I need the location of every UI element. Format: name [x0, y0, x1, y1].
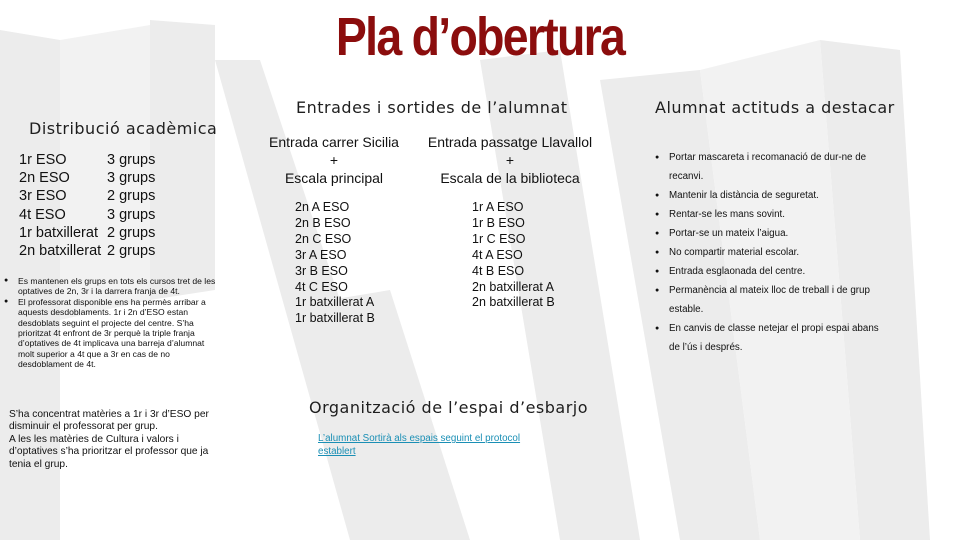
entrance-line: Escala principal — [284, 170, 384, 186]
concentrat-line: S’ha concentrat matèries a 1r i 3r d’ESO per disminuir el professorat per grup. — [9, 409, 209, 433]
grade-level: 1r batxillerat — [19, 224, 98, 241]
academic-notes — [4, 276, 222, 370]
page-title: Pla d’obertura — [335, 7, 625, 67]
grades-list — [19, 151, 155, 260]
attitudes-heading: Alumnat actituds a destacar — [655, 98, 895, 117]
list-item: ● Entrada esglaonada del centre. — [655, 262, 885, 281]
list-item: 2n batxillerat A — [472, 279, 554, 294]
entrance-line: Entrada carrer Sicilia — [269, 134, 399, 150]
concentrat-note — [9, 409, 229, 471]
grade-groups: 3 grups — [107, 152, 156, 168]
list-item: 1r A ESO — [472, 200, 524, 214]
list-item: 1r batxillerat B — [295, 311, 375, 326]
plus-sign: + — [505, 152, 515, 168]
plus-sign: + — [329, 152, 339, 168]
grade-row — [19, 169, 155, 187]
classes-right — [472, 200, 555, 311]
grade-level: 2n ESO — [19, 170, 70, 187]
grade-row — [19, 187, 155, 205]
concentrat-line: A les les matèries de Cultura i valors i d’optatives s’ha prioritzar el professor que ja tenia el grup. — [9, 433, 209, 470]
entrance-line: Escala de la biblioteca — [440, 170, 580, 186]
grade-level: 4t ESO — [19, 206, 66, 223]
grade-row — [19, 224, 155, 242]
entrance-line: Entrada passatge Llavallol — [427, 134, 593, 150]
entrance-right — [420, 133, 600, 187]
classes-left — [295, 200, 375, 327]
list-item: 2n batxillerat B — [472, 295, 555, 310]
list-item: 2n C ESO — [295, 231, 352, 246]
grade-level: 2n batxillerat — [19, 243, 102, 260]
grade-groups: 3 grups — [107, 206, 156, 223]
list-item: 1r B ESO — [472, 215, 525, 230]
grade-level: 3r ESO — [19, 188, 67, 205]
list-item: ● Permanència al mateix lloc de treball i de grup estable. — [655, 281, 885, 319]
grade-row — [19, 151, 155, 169]
esbarjo-heading: Organització de l’espai d’esbarjo — [309, 398, 589, 417]
esbarjo-protocol-link[interactable]: L’alumnat Sortirà als espais seguint el protocol establert — [318, 433, 521, 457]
grade-groups: 2 grups — [107, 188, 156, 205]
list-item: 4t C ESO — [295, 279, 348, 294]
list-item: ● No compartir material escolar. — [655, 243, 885, 262]
list-item: 3r A ESO — [295, 247, 347, 262]
grade-groups: 2 grups — [107, 243, 156, 260]
list-item: 2n A ESO — [295, 200, 350, 214]
list-item: 4t A ESO — [472, 247, 523, 262]
grade-groups: 2 grups — [107, 224, 156, 241]
list-item: 1r batxillerat A — [295, 295, 375, 310]
list-item: ● El professorat disponible ens ha permès arribar a aquests desdoblaments. 1r i 2n d’ESO estan desdoblats seguint el projecte del centre. S’ha prioritzat 4t enfront de 3r perquè la triple franja d’optatives de 4t implicava una barreja d’alumnat molt superior a 4t que a 3r en cas de no desdoblament de 4t. — [4, 297, 222, 370]
list-item: ● Es mantenen els grups en tots els cursos tret de les optatives de 2n, 3r i la darrera franja de 4t. — [4, 276, 222, 297]
list-item: 3r B ESO — [295, 263, 348, 278]
grade-row — [19, 206, 155, 224]
list-item: 4t B ESO — [472, 263, 525, 278]
entrance-left — [262, 133, 406, 187]
academic-heading: Distribució acadèmica — [29, 119, 218, 138]
grade-level: 1r ESO — [19, 152, 67, 168]
grade-groups: 3 grups — [107, 170, 156, 187]
attitudes-list — [655, 148, 885, 357]
grade-row — [19, 242, 155, 260]
list-item: ● Portar-se un mateix l’aigua. — [655, 224, 885, 243]
list-item: ● En canvis de classe netejar el propi espai abans de l’ús i després. — [655, 319, 885, 357]
entrances-heading: Entrades i sortides de l’alumnat — [296, 98, 568, 117]
list-item: 1r C ESO — [472, 231, 526, 246]
list-item: ● Rentar-se les mans sovint. — [655, 205, 885, 224]
list-item: ● Portar mascareta i recomanació de dur-ne de recanvi. — [655, 148, 885, 186]
list-item: ● Mantenir la distància de seguretat. — [655, 186, 885, 205]
list-item: 2n B ESO — [295, 215, 351, 230]
